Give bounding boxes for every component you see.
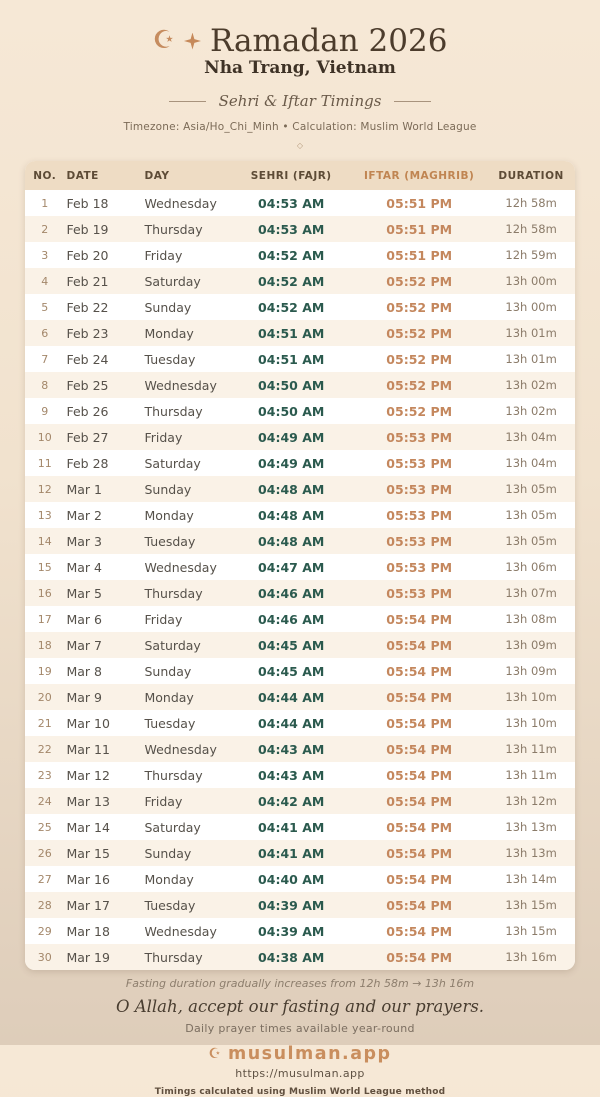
no-cell: 29 <box>37 924 52 938</box>
table-row <box>25 658 575 684</box>
sehri-cell: 04:53 AM <box>258 195 325 211</box>
section-heading <box>0 92 600 110</box>
table-row <box>25 892 575 918</box>
sehri-cell: 04:38 AM <box>231 944 351 970</box>
duration-cell: 13h 05m <box>505 508 557 523</box>
sehri-cell: 04:53 AM <box>231 216 351 242</box>
day-cell: Thursday <box>144 403 203 419</box>
no-cell: 23 <box>37 768 52 782</box>
date-cell: Mar 18 <box>66 923 110 939</box>
no-cell: 5 <box>41 300 49 314</box>
duration-cell: 13h 12m <box>487 788 575 814</box>
date-cell: Mar 12 <box>66 767 110 783</box>
date-cell: Mar 1 <box>64 476 142 502</box>
day-cell: Friday <box>144 247 183 263</box>
no-cell: 3 <box>41 248 49 262</box>
day-cell: Saturday <box>144 455 201 471</box>
duration-cell: 13h 11m <box>487 736 575 762</box>
timings-table <box>25 161 575 970</box>
duration-cell: 13h 08m <box>505 612 557 627</box>
iftar-cell: 05:54 PM <box>351 840 487 866</box>
sehri-cell: 04:52 AM <box>258 299 325 315</box>
iftar-cell: 05:52 PM <box>351 320 487 346</box>
day-cell: Monday <box>142 684 231 710</box>
no-cell: 17 <box>37 612 52 626</box>
iftar-cell: 05:53 PM <box>351 580 487 606</box>
day-cell: Wednesday <box>142 372 231 398</box>
no-cell: 16 <box>25 580 64 606</box>
no-cell: 30 <box>25 944 64 970</box>
iftar-cell: 05:53 PM <box>386 455 453 471</box>
date-cell: Mar 2 <box>66 507 102 523</box>
column-header-iftar: IFTAR (MAGHRIB) <box>351 161 487 190</box>
left-divider-line <box>169 101 206 102</box>
table-row <box>25 346 575 372</box>
brand-name: musulman.app <box>227 1044 392 1065</box>
column-header-no: NO. <box>25 161 64 190</box>
no-cell: 9 <box>41 404 49 418</box>
no-cell: 27 <box>37 872 52 886</box>
no-cell: 11 <box>37 456 52 470</box>
day-cell: Monday <box>144 507 194 523</box>
table-row <box>25 190 575 216</box>
day-cell: Saturday <box>144 819 201 835</box>
date-cell: Mar 6 <box>66 611 102 627</box>
no-cell: 12 <box>25 476 64 502</box>
iftar-cell: 05:51 PM <box>386 195 453 211</box>
no-cell: 14 <box>25 528 64 554</box>
table-row <box>25 424 575 450</box>
duration-cell: 13h 00m <box>487 268 575 294</box>
table-row <box>25 918 575 944</box>
iftar-cell: 05:52 PM <box>351 372 487 398</box>
date-cell: Feb 24 <box>66 351 109 367</box>
sehri-cell: 04:50 AM <box>231 372 351 398</box>
day-cell: Wednesday <box>144 195 217 211</box>
date-cell: Mar 17 <box>64 892 142 918</box>
table-row <box>25 814 575 840</box>
duration-cell: 13h 15m <box>487 892 575 918</box>
sehri-cell: 04:40 AM <box>258 871 325 887</box>
duration-cell: 12h 58m <box>505 196 557 211</box>
day-cell: Saturday <box>142 632 231 658</box>
diamond-divider-icon: ◇ <box>296 141 304 151</box>
sehri-cell: 04:44 AM <box>258 715 325 731</box>
date-cell: Mar 5 <box>64 580 142 606</box>
table-row <box>25 294 575 320</box>
date-cell: Mar 3 <box>64 528 142 554</box>
iftar-cell: 05:51 PM <box>351 216 487 242</box>
sehri-cell: 04:46 AM <box>258 611 325 627</box>
timezone-calculation-meta: Timezone: Asia/Ho_Chi_Minh • Calculation: Muslim World League <box>123 121 477 134</box>
duration-cell: 13h 10m <box>505 716 557 731</box>
day-cell: Saturday <box>142 268 231 294</box>
iftar-cell: 05:52 PM <box>386 299 453 315</box>
duration-cell: 13h 01m <box>505 352 557 367</box>
column-header-sehri: SEHRI (FAJR) <box>231 161 351 190</box>
day-cell: Thursday <box>142 216 231 242</box>
duration-cell: 13h 02m <box>505 404 557 419</box>
section-title: Sehri & Iftar Timings <box>218 92 382 111</box>
iftar-cell: 05:53 PM <box>351 424 487 450</box>
iftar-cell: 05:54 PM <box>386 663 453 679</box>
sehri-cell: 04:42 AM <box>231 788 351 814</box>
day-cell: Thursday <box>144 767 203 783</box>
no-cell: 24 <box>25 788 64 814</box>
duration-cell: 13h 09m <box>505 664 557 679</box>
no-cell: 1 <box>41 196 49 210</box>
table-row <box>25 840 575 866</box>
iftar-cell: 05:54 PM <box>386 611 453 627</box>
day-cell: Thursday <box>142 944 231 970</box>
duration-cell: 12h 59m <box>505 248 557 263</box>
table-row <box>25 788 575 814</box>
table-row <box>25 554 575 580</box>
iftar-cell: 05:54 PM <box>386 923 453 939</box>
sehri-cell: 04:50 AM <box>258 403 325 419</box>
no-cell: 19 <box>37 664 52 678</box>
page-header <box>0 24 600 58</box>
iftar-cell: 05:54 PM <box>351 736 487 762</box>
right-divider-line <box>394 101 431 102</box>
sehri-cell: 04:49 AM <box>258 455 325 471</box>
day-cell: Friday <box>144 611 183 627</box>
day-cell: Wednesday <box>144 559 217 575</box>
no-cell: 8 <box>25 372 64 398</box>
sehri-cell: 04:44 AM <box>231 684 351 710</box>
iftar-cell: 05:52 PM <box>386 403 453 419</box>
duration-cell: 13h 10m <box>487 684 575 710</box>
availability-note: Daily prayer times available year-round <box>185 1022 415 1036</box>
day-cell: Monday <box>142 320 231 346</box>
sehri-cell: 04:48 AM <box>231 476 351 502</box>
sehri-cell: 04:51 AM <box>231 320 351 346</box>
sehri-cell: 04:47 AM <box>258 559 325 575</box>
sehri-cell: 04:48 AM <box>258 507 325 523</box>
column-header-day: DAY <box>142 161 231 190</box>
date-cell: Mar 15 <box>64 840 142 866</box>
sehri-cell: 04:39 AM <box>258 923 325 939</box>
duration-cell: 13h 16m <box>487 944 575 970</box>
four-pointed-star-icon <box>184 33 201 50</box>
duration-cell: 13h 06m <box>505 560 557 575</box>
iftar-cell: 05:54 PM <box>351 632 487 658</box>
table-row <box>25 866 575 892</box>
date-cell: Mar 9 <box>64 684 142 710</box>
sehri-cell: 04:46 AM <box>231 580 351 606</box>
column-header-date: DATE <box>64 161 142 190</box>
sehri-cell: 04:45 AM <box>231 632 351 658</box>
duration-cell: 13h 04m <box>505 456 557 471</box>
iftar-cell: 05:54 PM <box>386 715 453 731</box>
date-cell: Mar 13 <box>64 788 142 814</box>
table-row <box>25 320 575 346</box>
duration-cell: 13h 09m <box>487 632 575 658</box>
page-title: Ramadan 2026 <box>209 23 448 59</box>
date-cell: Feb 28 <box>66 455 109 471</box>
duration-cell: 13h 15m <box>505 924 557 939</box>
duration-cell: 13h 05m <box>487 476 575 502</box>
sehri-cell: 04:48 AM <box>231 528 351 554</box>
brand-crescent-icon: ☪ <box>208 1046 221 1063</box>
date-cell: Mar 19 <box>64 944 142 970</box>
sehri-cell: 04:43 AM <box>231 736 351 762</box>
table-row <box>25 502 575 528</box>
location-subtitle: Nha Trang, Vietnam <box>204 58 396 79</box>
duration-cell: 13h 04m <box>487 424 575 450</box>
day-cell: Sunday <box>142 840 231 866</box>
iftar-cell: 05:53 PM <box>386 559 453 575</box>
duration-cell: 13h 13m <box>505 820 557 835</box>
day-cell: Friday <box>142 788 231 814</box>
table-row <box>25 450 575 476</box>
sehri-cell: 04:43 AM <box>258 767 325 783</box>
no-cell: 21 <box>37 716 52 730</box>
day-cell: Wednesday <box>144 923 217 939</box>
date-cell: Feb 19 <box>64 216 142 242</box>
date-cell: Mar 7 <box>64 632 142 658</box>
duration-cell: 13h 07m <box>487 580 575 606</box>
sehri-cell: 04:52 AM <box>258 247 325 263</box>
iftar-cell: 05:54 PM <box>351 684 487 710</box>
duration-cell: 13h 01m <box>487 320 575 346</box>
no-cell: 2 <box>25 216 64 242</box>
duration-cell: 13h 13m <box>487 840 575 866</box>
table-row <box>25 216 575 242</box>
table-row <box>25 762 575 788</box>
sehri-cell: 04:49 AM <box>231 424 351 450</box>
no-cell: 15 <box>37 560 52 574</box>
table-row <box>25 944 575 970</box>
table-row <box>25 684 575 710</box>
iftar-cell: 05:54 PM <box>351 788 487 814</box>
column-header-duration: DURATION <box>487 161 575 190</box>
date-cell: Mar 14 <box>66 819 110 835</box>
no-cell: 18 <box>25 632 64 658</box>
iftar-cell: 05:54 PM <box>351 892 487 918</box>
iftar-cell: 05:51 PM <box>386 247 453 263</box>
no-cell: 28 <box>25 892 64 918</box>
day-cell: Wednesday <box>142 736 231 762</box>
iftar-cell: 05:54 PM <box>351 944 487 970</box>
iftar-cell: 05:53 PM <box>351 476 487 502</box>
table-row <box>25 736 575 762</box>
iftar-cell: 05:53 PM <box>386 507 453 523</box>
duration-cell: 13h 00m <box>505 300 557 315</box>
day-cell: Sunday <box>144 299 192 315</box>
no-cell: 25 <box>37 820 52 834</box>
no-cell: 6 <box>25 320 64 346</box>
table-row <box>25 606 575 632</box>
day-cell: Sunday <box>144 663 192 679</box>
no-cell: 22 <box>25 736 64 762</box>
date-cell: Feb 23 <box>64 320 142 346</box>
iftar-cell: 05:54 PM <box>386 871 453 887</box>
table-row <box>25 398 575 424</box>
duration-cell: 12h 58m <box>487 216 575 242</box>
day-cell: Friday <box>142 424 231 450</box>
website-url[interactable]: https://musulman.app <box>235 1067 365 1081</box>
table-row <box>25 268 575 294</box>
timings-table-body <box>25 190 575 970</box>
iftar-cell: 05:52 PM <box>386 351 453 367</box>
table-row <box>25 372 575 398</box>
day-cell: Tuesday <box>142 528 231 554</box>
duration-cell: 13h 02m <box>487 372 575 398</box>
day-cell: Thursday <box>142 580 231 606</box>
dua-quote: O Allah, accept our fasting and our prayers. <box>115 997 485 1017</box>
sehri-cell: 04:45 AM <box>258 663 325 679</box>
no-cell: 20 <box>25 684 64 710</box>
crescent-moon-icon: ☪ <box>152 24 175 54</box>
no-cell: 10 <box>25 424 64 450</box>
date-cell: Mar 4 <box>66 559 102 575</box>
iftar-cell: 05:52 PM <box>351 268 487 294</box>
table-row <box>25 580 575 606</box>
day-cell: Tuesday <box>144 351 196 367</box>
date-cell: Feb 22 <box>66 299 109 315</box>
table-row <box>25 242 575 268</box>
date-cell: Feb 26 <box>66 403 109 419</box>
duration-cell: 13h 14m <box>505 872 557 887</box>
fasting-duration-note: Fasting duration gradually increases from 12h 58m → 13h 16m <box>125 977 475 991</box>
day-cell: Sunday <box>142 476 231 502</box>
table-row <box>25 632 575 658</box>
day-cell: Tuesday <box>144 715 196 731</box>
day-cell: Tuesday <box>142 892 231 918</box>
duration-cell: 13h 05m <box>487 528 575 554</box>
sehri-cell: 04:51 AM <box>258 351 325 367</box>
date-cell: Mar 8 <box>66 663 102 679</box>
duration-cell: 13h 11m <box>505 768 557 783</box>
date-cell: Feb 21 <box>64 268 142 294</box>
timings-table-header-row <box>25 161 575 190</box>
timings-table-card <box>25 161 575 970</box>
no-cell: 4 <box>25 268 64 294</box>
calculation-method-note: Timings calculated using Muslim World League method <box>154 1087 446 1097</box>
no-cell: 7 <box>41 352 49 366</box>
date-cell: Mar 11 <box>64 736 142 762</box>
sehri-cell: 04:41 AM <box>231 840 351 866</box>
table-row <box>25 528 575 554</box>
brand-link[interactable] <box>0 1044 600 1064</box>
sehri-cell: 04:39 AM <box>231 892 351 918</box>
date-cell: Feb 18 <box>66 195 109 211</box>
date-cell: Feb 25 <box>64 372 142 398</box>
table-row <box>25 710 575 736</box>
day-cell: Monday <box>144 871 194 887</box>
sehri-cell: 04:41 AM <box>258 819 325 835</box>
iftar-cell: 05:53 PM <box>351 528 487 554</box>
date-cell: Mar 16 <box>66 871 110 887</box>
iftar-cell: 05:54 PM <box>386 819 453 835</box>
sehri-cell: 04:52 AM <box>231 268 351 294</box>
table-row <box>25 476 575 502</box>
date-cell: Mar 10 <box>66 715 110 731</box>
iftar-cell: 05:54 PM <box>386 767 453 783</box>
no-cell: 13 <box>37 508 52 522</box>
date-cell: Feb 27 <box>64 424 142 450</box>
date-cell: Feb 20 <box>66 247 109 263</box>
no-cell: 26 <box>25 840 64 866</box>
